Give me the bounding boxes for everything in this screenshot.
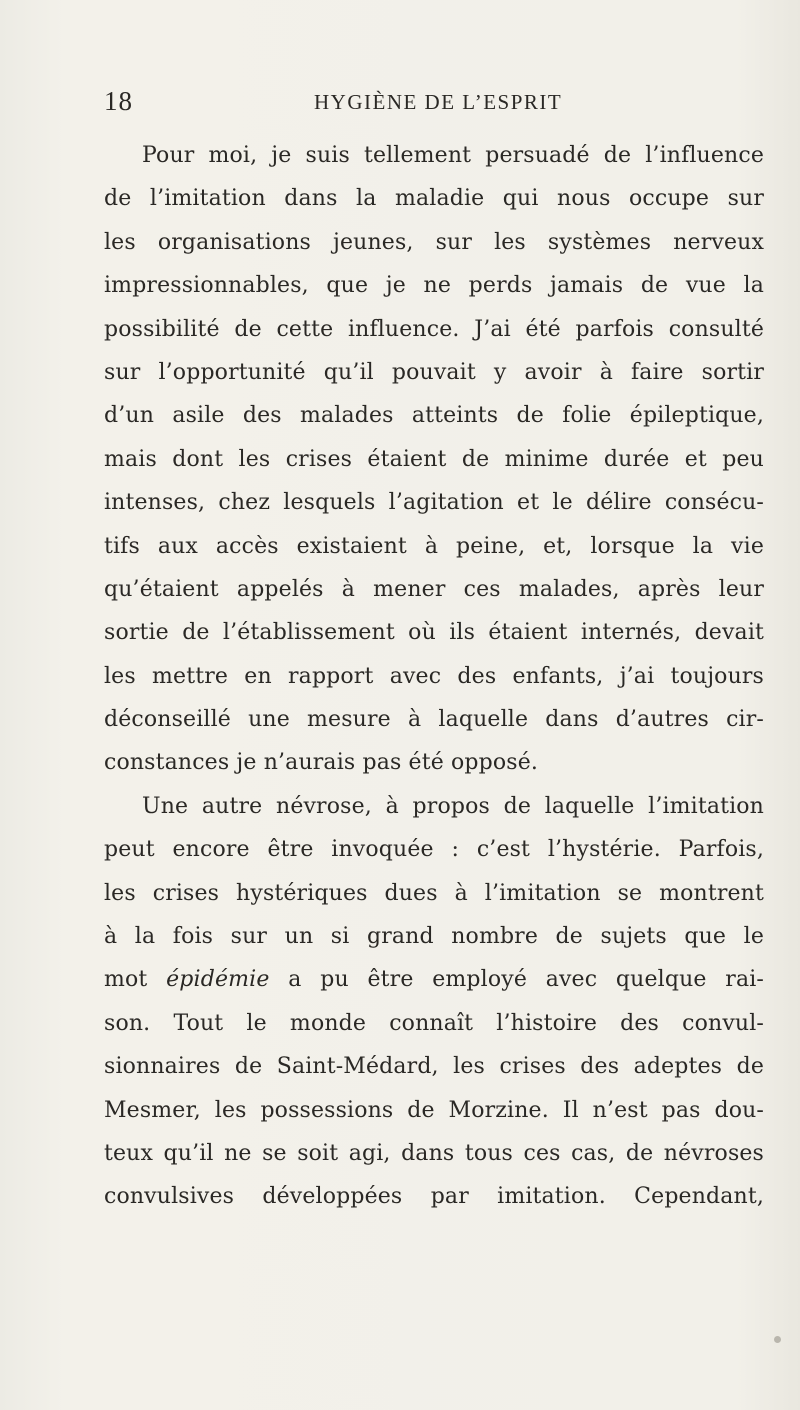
text-line: intenses, chez lesquels l’agitation et le délire consécu-	[104, 490, 764, 516]
text-line: constances je n’aurais pas été opposé.	[104, 750, 539, 776]
text-line: les organisations jeunes, sur les systèmes nerveux	[104, 229, 764, 255]
text-line: Mesmer, les possessions de Morzine. Il n’est pas dou-	[104, 1097, 764, 1123]
text-line: impressionnables, que je ne perds jamais de vue la	[104, 273, 764, 299]
text-line: de l’imitation dans la maladie qui nous occupe sur	[104, 186, 764, 212]
text-segment: mot	[104, 967, 167, 993]
text-line: convulsives développées par imitation. Cependant,	[104, 1184, 764, 1210]
running-title: HYGIÈNE DE L’ESPRIT	[314, 90, 563, 114]
text-line: Une autre névrose, à propos de laquelle l’imitation	[142, 793, 764, 819]
text-line: possibilité de cette influence. J’ai été parfois consulté	[104, 316, 764, 342]
paper-smudge	[774, 1336, 781, 1343]
text-line: déconseillé une mesure à laquelle dans d’autres cir-	[104, 707, 764, 733]
text-line	[104, 958, 764, 1001]
text-line: peut encore être invoquée : c’est l’hystérie. Parfois,	[104, 837, 764, 863]
text-line: les crises hystériques dues à l’imitation se montrent	[104, 880, 764, 906]
body-text	[104, 134, 764, 1219]
text-line: teux qu’il ne se soit agi, dans tous ces cas, de névroses	[104, 1140, 764, 1166]
text-line: mais dont les crises étaient de minime durée et peu	[104, 446, 764, 472]
text-line: à la fois sur un si grand nombre de sujets que le	[104, 924, 764, 950]
text-line: son. Tout le monde connaît l’histoire des convul-	[104, 1010, 764, 1036]
text-line: sionnaires de Saint-Médard, les crises des adeptes de	[104, 1054, 764, 1080]
page-number: 18	[104, 86, 133, 116]
italic-word: épidémie	[166, 967, 270, 993]
text-line: qu’étaient appelés à mener ces malades, après leur	[104, 576, 764, 602]
running-header	[104, 86, 714, 120]
text-line: tifs aux accès existaient à peine, et, lorsque la vie	[104, 533, 764, 559]
text-line: d’un asile des malades atteints de folie épileptique,	[104, 403, 764, 429]
text-line: Pour moi, je suis tellement persuadé de l’influence	[142, 143, 764, 168]
text-line: les mettre en rapport avec des enfants, j’ai toujours	[104, 663, 764, 689]
text-segment: a pu être employé avec quelque rai-	[269, 967, 764, 993]
text-line: sortie de l’établissement où ils étaient internés, devait	[104, 620, 764, 646]
text-line: sur l’opportunité qu’il pouvait y avoir à faire sortir	[104, 359, 764, 385]
